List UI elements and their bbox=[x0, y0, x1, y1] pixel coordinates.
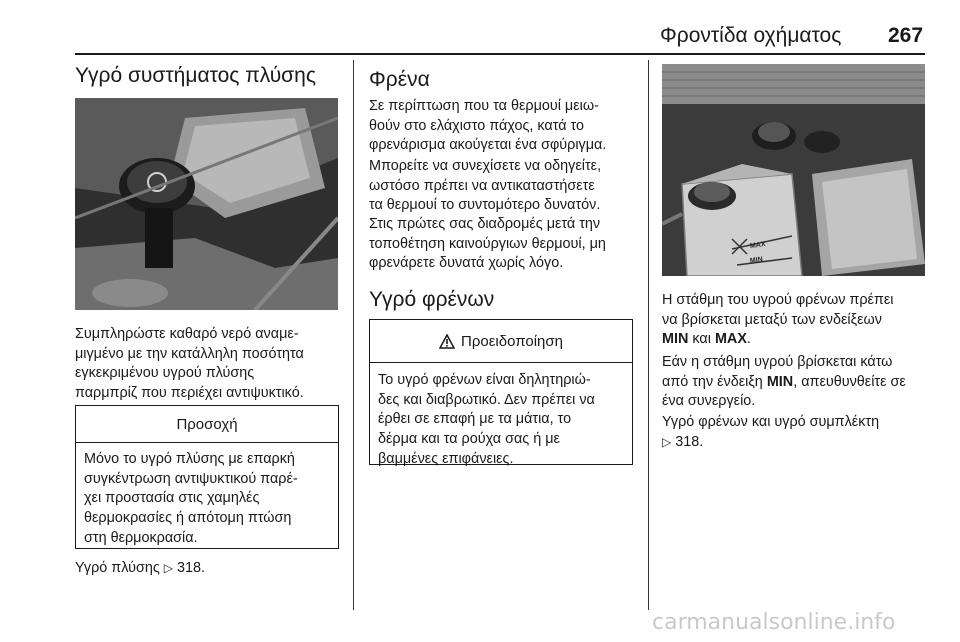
text-line: παρμπρίζ που περιέχει αντιψυκτικό. bbox=[75, 385, 304, 402]
reference-text: Υγρό πλύσης bbox=[75, 560, 160, 576]
text-line: μιγμένο με την κατάλληλη ποσότητα bbox=[75, 345, 304, 362]
photo-max-marking: MAX bbox=[749, 240, 766, 251]
washer-fluid-reference[interactable] bbox=[75, 559, 205, 579]
brake-fluid-reservoir-photo bbox=[662, 64, 925, 276]
brake-fluid-level-text: Η στάθμη του υγρού φρένων πρέπει να βρίσκεται μεταξύ των ενδείξεων MIN και MAX. bbox=[662, 292, 894, 348]
washer-fluid-heading: Υγρό συστήματος πλύσης bbox=[75, 64, 316, 87]
text-line: Συμπληρώστε καθαρό νερό αναμε‐ bbox=[75, 326, 299, 342]
text-line: συγκέντρωση αντιψυκτικού παρέ‐ bbox=[84, 470, 298, 487]
text-line: ωστόσο πρέπει να αντικαταστήσετε bbox=[369, 177, 595, 194]
text-line: φρενάρετε δυνατά χωρίς λόγο. bbox=[369, 255, 564, 272]
brake-fluid-heading: Υγρό φρένων bbox=[369, 288, 495, 311]
caution-text bbox=[76, 443, 338, 559]
text-line: θούν στο ελάχιστο πάχος, κατά το bbox=[369, 117, 585, 134]
text-line: δέρμα και τα ρούχα σας ή με bbox=[378, 431, 560, 448]
reference-text: Υγρό φρένων και υγρό συμπλέκτη bbox=[662, 414, 880, 430]
text-line: Μόνο το υγρό πλύσης με επαρκή bbox=[84, 451, 295, 467]
caution-box bbox=[75, 405, 339, 549]
text-line: Η στάθμη του υγρού φρένων πρέπει bbox=[662, 292, 894, 308]
text-line: δες και διαβρωτικό. Δεν πρέπει να bbox=[378, 391, 595, 408]
text-line: Στις πρώτες σας διαδρομές μετά την bbox=[369, 216, 601, 232]
photo-min-marking: MIN bbox=[749, 256, 764, 265]
text-line: χει προστασία στις χαμηλές bbox=[84, 490, 260, 507]
brakes-paragraph-2 bbox=[369, 157, 601, 216]
text-line: φρενάρισμα ακούγεται ένα σφύριγμα. bbox=[369, 137, 607, 154]
brake-fluid-reference[interactable] bbox=[662, 413, 879, 452]
header-rule bbox=[75, 53, 925, 55]
page-reference-arrow-icon: ▷ bbox=[662, 434, 672, 449]
text-line: τοποθέτηση καινούργιων θερμουί, μη bbox=[369, 235, 606, 252]
text-line: , απευθυνθείτε σε bbox=[793, 373, 906, 390]
text-line: στη θερμοκρασία. bbox=[84, 529, 198, 546]
brakes-heading: Φρένα bbox=[369, 68, 430, 91]
column-divider-1 bbox=[353, 60, 354, 610]
brakes-paragraph-3 bbox=[369, 215, 606, 274]
column-divider-2 bbox=[648, 60, 649, 610]
text-line: να βρίσκεται μεταξύ των ενδείξεων bbox=[662, 311, 882, 328]
brakes-paragraph-1 bbox=[369, 97, 606, 156]
warning-title: Προειδοποίηση bbox=[461, 332, 563, 350]
text-line: Εάν η στάθμη υγρού βρίσκεται κάτω bbox=[662, 354, 893, 370]
washer-reservoir-photo bbox=[75, 98, 338, 310]
washer-fluid-instructions bbox=[75, 325, 304, 404]
text-line: θερμοκρασίες ή απότομη πτώση bbox=[84, 510, 292, 527]
text-line: βαμμένες επιφάνειες. bbox=[378, 450, 514, 467]
page-number: 267 bbox=[888, 24, 924, 47]
page-reference-arrow-icon: ▷ bbox=[163, 561, 173, 575]
warning-text bbox=[370, 363, 632, 480]
min-label: MIN bbox=[766, 373, 794, 390]
text-line: Σε περίπτωση που τα θερμουί μειω‐ bbox=[369, 98, 599, 114]
text-line: Μπορείτε να συνεχίσετε να οδηγείτε, bbox=[369, 158, 602, 174]
warning-box bbox=[369, 319, 633, 465]
watermark: carmanualsonline.info bbox=[652, 610, 896, 635]
brake-reservoir-illustration bbox=[662, 64, 925, 276]
text-line: Το υγρό φρένων είναι δηλητηριώ‐ bbox=[378, 372, 591, 388]
text-line: τα θερμουί το συντομότερο δυνατόν. bbox=[369, 197, 601, 214]
reference-page: 318. bbox=[177, 560, 206, 576]
warning-header bbox=[370, 320, 632, 363]
text-line: από την ένδειξη bbox=[662, 373, 763, 390]
brake-fluid-low-text bbox=[662, 353, 906, 412]
warning-triangle-icon bbox=[439, 334, 455, 349]
reference-page: 318. bbox=[675, 433, 704, 450]
washer-reservoir-illustration bbox=[75, 98, 338, 310]
text-line: εγκεκριμένου υγρού πλύσης bbox=[75, 365, 255, 382]
text-line: ένα συνεργείο. bbox=[662, 393, 756, 410]
running-header-title: Φροντίδα οχήματος bbox=[660, 24, 842, 47]
min-label: MIN bbox=[662, 331, 689, 348]
caution-title: Προσοχή bbox=[76, 406, 338, 443]
max-label: MAX bbox=[714, 331, 747, 348]
text-line: έρθει σε επαφή με τα μάτια, το bbox=[378, 411, 572, 428]
and-word: και bbox=[692, 331, 711, 348]
